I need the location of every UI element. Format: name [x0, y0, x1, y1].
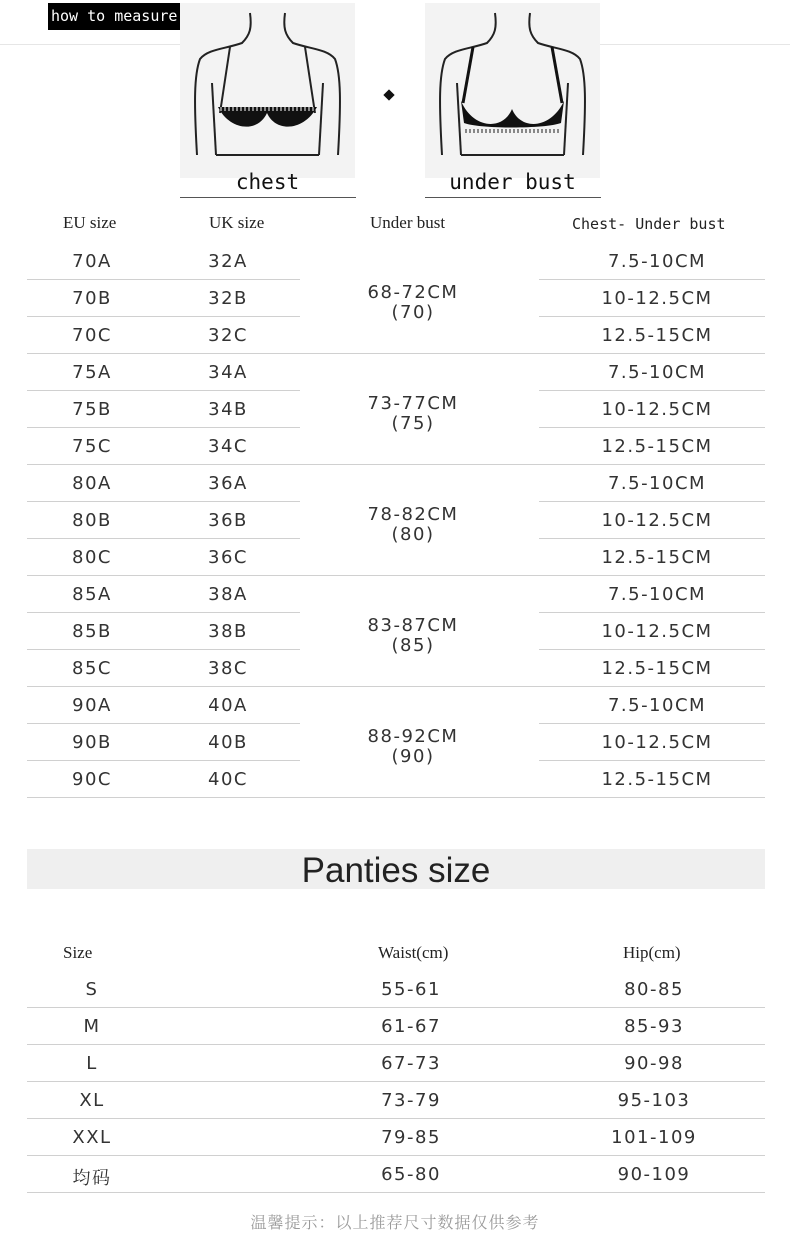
- top-divider-left: [0, 44, 180, 45]
- row-divider: [539, 760, 765, 761]
- row-divider: [27, 390, 300, 391]
- recommendation-note: 温馨提示：以上推荐尺寸数据仅供参考: [250, 1213, 540, 1232]
- under-bust-range: 78-82CM: [367, 504, 459, 525]
- chest-diff-cell: 12.5-15CM: [601, 436, 713, 457]
- uk-size-cell: 32B: [208, 288, 248, 309]
- separator-dot: [383, 89, 394, 100]
- row-divider: [27, 1192, 765, 1193]
- top-divider-right: [600, 44, 790, 45]
- uk-size-cell: 40A: [208, 695, 248, 716]
- header-under-bust: Under bust: [370, 213, 446, 232]
- uk-size-cell: 36C: [208, 547, 248, 568]
- chest-measure-illustration: [180, 3, 355, 178]
- eu-size-cell: 75C: [72, 436, 112, 457]
- panties-title: Panties size: [301, 851, 491, 890]
- row-divider: [27, 1155, 765, 1156]
- chest-diff-cell: 10-12.5CM: [601, 621, 713, 642]
- uk-size-cell: 40C: [208, 769, 248, 790]
- uk-size-cell: 34C: [208, 436, 248, 457]
- panty-size-cell: XXL: [72, 1127, 112, 1148]
- under-bust-range: 68-72CM: [367, 282, 459, 303]
- eu-size-cell: 70C: [72, 325, 112, 346]
- chest-diff-cell: 7.5-10CM: [607, 251, 707, 272]
- row-divider: [27, 427, 300, 428]
- hip-cell: 90-98: [624, 1053, 684, 1074]
- row-divider: [27, 501, 300, 502]
- panty-size-cell: L: [86, 1053, 98, 1074]
- row-divider: [27, 1081, 765, 1082]
- header-hip: Hip(cm): [623, 943, 681, 962]
- chest-diff-cell: 10-12.5CM: [601, 399, 713, 420]
- chest-diff-cell: 10-12.5CM: [601, 288, 713, 309]
- chest-diff-cell: 7.5-10CM: [607, 473, 707, 494]
- row-divider: [27, 649, 300, 650]
- under-bust-range: 83-87CM: [367, 615, 459, 636]
- chest-diff-cell: 12.5-15CM: [601, 325, 713, 346]
- chest-diff-cell: 12.5-15CM: [601, 547, 713, 568]
- eu-size-cell: 70A: [72, 251, 112, 272]
- eu-size-cell: 80C: [72, 547, 112, 568]
- chest-diff-cell: 12.5-15CM: [601, 769, 713, 790]
- uk-size-cell: 38B: [208, 621, 248, 642]
- hip-cell: 85-93: [624, 1016, 684, 1037]
- row-divider: [27, 723, 300, 724]
- row-divider: [539, 612, 765, 613]
- row-divider: [27, 1118, 765, 1119]
- waist-cell: 67-73: [381, 1053, 441, 1074]
- row-divider: [27, 1007, 765, 1008]
- header-waist: Waist(cm): [378, 943, 449, 962]
- chest-diff-cell: 10-12.5CM: [601, 732, 713, 753]
- waist-cell: 79-85: [381, 1127, 441, 1148]
- row-divider: [539, 649, 765, 650]
- header-size: Size: [63, 943, 93, 962]
- under-bust-range: 88-92CM: [367, 726, 459, 747]
- header-eu-size: EU size: [63, 213, 117, 232]
- row-divider: [539, 390, 765, 391]
- eu-size-cell: 75A: [72, 362, 112, 383]
- under-bust-range: 73-77CM: [367, 393, 459, 414]
- uk-size-cell: 34A: [208, 362, 248, 383]
- chest-diff-cell: 12.5-15CM: [601, 658, 713, 679]
- chest-label: chest: [235, 170, 300, 194]
- row-divider: [539, 316, 765, 317]
- row-divider: [27, 612, 300, 613]
- row-divider: [539, 538, 765, 539]
- eu-size-cell: 70B: [72, 288, 112, 309]
- waist-cell: 61-67: [381, 1016, 441, 1037]
- eu-size-cell: 85A: [72, 584, 112, 605]
- under-bust-band: (90): [391, 746, 435, 767]
- eu-size-cell: 90A: [72, 695, 112, 716]
- under-bust-cell: [368, 505, 459, 545]
- under-bust-cell: [368, 283, 459, 323]
- panty-size-cell: XL: [79, 1090, 105, 1111]
- chest-diff-cell: 7.5-10CM: [607, 695, 707, 716]
- under-bust-measure-illustration: [425, 3, 600, 178]
- waist-cell: 65-80: [381, 1164, 441, 1185]
- header-chest-minus-under-bust: Chest- Under bust: [572, 215, 726, 233]
- eu-size-cell: 80B: [72, 510, 112, 531]
- eu-size-cell: 80A: [72, 473, 112, 494]
- uk-size-cell: 38C: [208, 658, 248, 679]
- under-bust-band: (80): [391, 524, 435, 545]
- under-bust-cell: [368, 616, 459, 656]
- uk-size-cell: 36A: [208, 473, 248, 494]
- hip-cell: 80-85: [624, 979, 684, 1000]
- under-bust-band: (85): [391, 635, 435, 656]
- uk-size-cell: 32A: [208, 251, 248, 272]
- chest-diff-cell: 7.5-10CM: [607, 362, 707, 383]
- row-divider: [539, 501, 765, 502]
- chest-underline: [180, 197, 356, 198]
- uk-size-cell: 36B: [208, 510, 248, 531]
- header-uk-size: UK size: [209, 213, 265, 232]
- panty-size-cell: S: [85, 979, 99, 1000]
- under-bust-band: (70): [391, 302, 435, 323]
- row-divider: [27, 316, 300, 317]
- waist-cell: 73-79: [381, 1090, 441, 1111]
- row-divider: [27, 1044, 765, 1045]
- row-divider: [539, 279, 765, 280]
- uk-size-cell: 40B: [208, 732, 248, 753]
- row-divider: [27, 538, 300, 539]
- hip-cell: 90-109: [617, 1164, 691, 1185]
- panty-size-cell: 均码: [72, 1168, 112, 1189]
- row-divider: [539, 427, 765, 428]
- row-divider: [539, 723, 765, 724]
- under-bust-cell: [368, 727, 459, 767]
- under-bust-band: (75): [391, 413, 435, 434]
- eu-size-cell: 75B: [72, 399, 112, 420]
- row-divider: [27, 797, 765, 798]
- eu-size-cell: 90B: [72, 732, 112, 753]
- row-divider: [27, 760, 300, 761]
- eu-size-cell: 90C: [72, 769, 112, 790]
- hip-cell: 101-109: [611, 1127, 697, 1148]
- uk-size-cell: 34B: [208, 399, 248, 420]
- hip-cell: 95-103: [617, 1090, 691, 1111]
- row-divider: [27, 686, 765, 687]
- panty-size-cell: M: [83, 1016, 101, 1037]
- uk-size-cell: 32C: [208, 325, 248, 346]
- eu-size-cell: 85C: [72, 658, 112, 679]
- under-bust-cell: [368, 394, 459, 434]
- row-divider: [27, 575, 765, 576]
- under-bust-label: under bust: [449, 170, 576, 194]
- chest-diff-cell: 7.5-10CM: [607, 584, 707, 605]
- row-divider: [27, 279, 300, 280]
- waist-cell: 55-61: [381, 979, 441, 1000]
- how-to-measure-label: how to measure: [48, 3, 185, 30]
- eu-size-cell: 85B: [72, 621, 112, 642]
- chest-diff-cell: 10-12.5CM: [601, 510, 713, 531]
- row-divider: [27, 353, 765, 354]
- under-bust-underline: [425, 197, 601, 198]
- uk-size-cell: 38A: [208, 584, 248, 605]
- row-divider: [27, 464, 765, 465]
